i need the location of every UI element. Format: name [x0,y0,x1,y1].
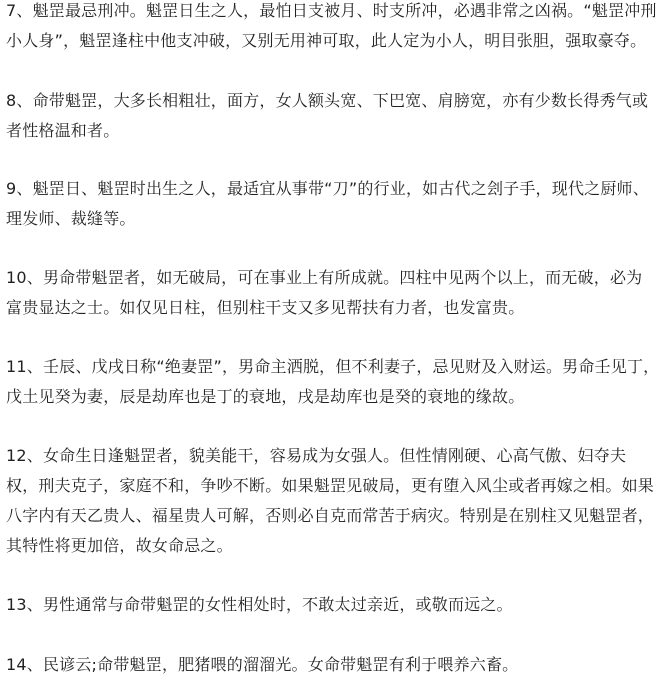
paragraph-line: 10、男命带魁罡者，如无破局，可在事业上有所成就。四柱中见两个以上，而无破，必为 [6,268,643,287]
paragraph-line: 者性格温和者。 [6,121,120,140]
paragraph-line: 14、民谚云;命带魁罡，肥猪喂的溜溜光。女命带魁罡有利于喂养六畜。 [6,655,519,674]
paragraph-line: 八字内有天乙贵人、福星贵人可解，否则必自克而常苦于病灾。特别是在别柱又见魁罡者， [6,506,655,525]
paragraph-line: 11、壬辰、戊戌日称“绝妻罡”，男命主洒脱，但不利妻子，忌见财及入财运。男命壬见丁， [6,357,660,376]
paragraph-14 [6,650,664,680]
paragraph-line: 12、女命生日逢魁罡者，貌美能干，容易成为女强人。但性情刚硬、心高气傲、妇夺夫 [6,446,627,465]
paragraph-line: 小人身”，魁罡逢柱中他支冲破，又别无用神可取，此人定为小人，明目张胆，强取豪夺。 [6,31,647,50]
paragraph-line: 7、魁罡最忌刑冲。魁罡日生之人，最怕日支被月、时支所冲，必遇非常之凶祸。“魁罡冲刑 [6,1,657,20]
paragraph-line: 理发师、裁缝等。 [6,209,136,228]
paragraph-10 [6,263,664,323]
paragraph-9 [6,174,664,234]
paragraph-11 [6,352,664,412]
paragraph-line: 权，刑夫克子，家庭不和，争吵不断。如果魁罡见破局，更有堕入风尘或者再嫁之相。如果 [6,476,655,495]
paragraph-line: 9、魁罡日、魁罡时出生之人，最适宜从事带“刀”的行业，如古代之刽子手，现代之厨师、 [6,179,649,198]
paragraph-13 [6,590,664,620]
paragraph-line: 8、命带魁罡，大多长相粗壮，面方，女人额头宽、下巴宽、肩膀宽，亦有少数长得秀气或 [6,91,649,110]
paragraph-8 [6,86,664,146]
paragraph-line: 13、男性通常与命带魁罡的女性相处时，不敢太过亲近，或敬而远之。 [6,595,513,614]
paragraph-line: 戊土见癸为妻，辰是劫库也是丁的衰地，戌是劫库也是癸的衰地的缘故。 [6,387,525,406]
paragraph-line: 其特性将更加倍，故女命忌之。 [6,536,233,555]
paragraph-12 [6,441,664,561]
paragraph-7 [6,0,664,56]
paragraph-line: 富贵显达之士。如仅见日柱，但别柱干支又多见帮扶有力者，也发富贵。 [6,298,525,317]
